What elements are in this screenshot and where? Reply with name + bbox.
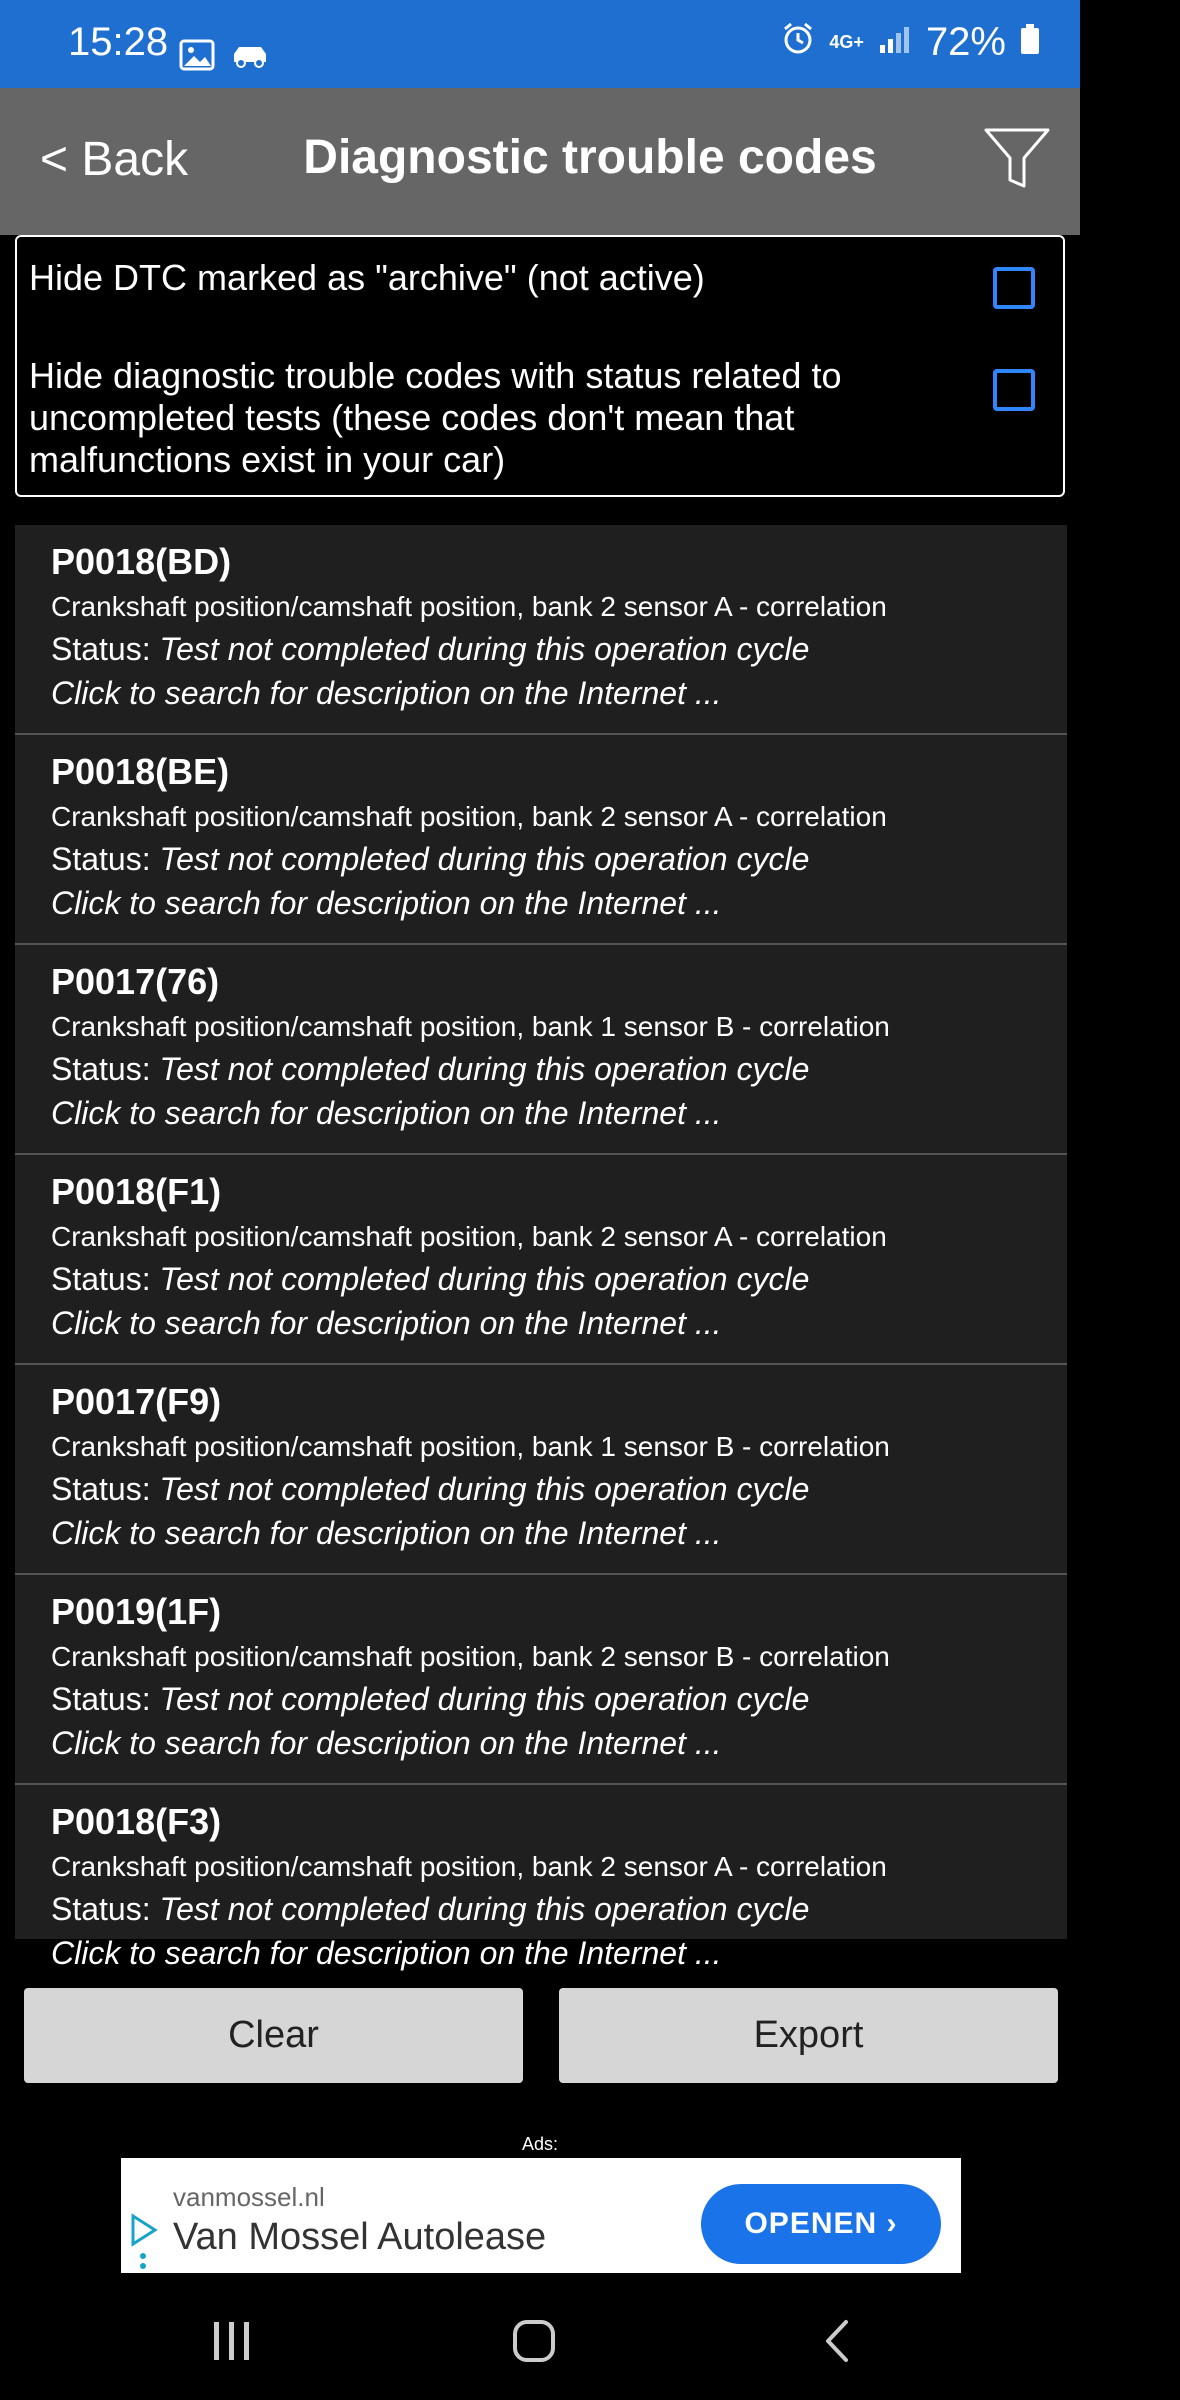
dtc-list-item[interactable] [15, 735, 1067, 945]
battery-level: 72% [925, 20, 1006, 64]
dtc-code: P0019(1F) [51, 1591, 222, 1632]
system-nav-bar [0, 2290, 1080, 2400]
ad-title: Van Mossel Autolease [173, 2216, 547, 2258]
dtc-description: Crankshaft position/camshaft position, bank 2 sensor A - correlation [51, 1851, 887, 1882]
dtc-code: P0018(F3) [51, 1801, 222, 1842]
dtc-description: Crankshaft position/camshaft position, bank 2 sensor A - correlation [51, 1221, 887, 1252]
ad-open-button[interactable]: OPENEN › [701, 2184, 941, 2264]
dtc-list-item[interactable] [15, 945, 1067, 1155]
option-hide-uncompleted-label: Hide diagnostic trouble codes with status related to uncompleted tests (these codes don't mean that malfunctions exist in your car) [29, 355, 842, 480]
signal-icon [878, 20, 912, 65]
chevron-right-icon: › [886, 2207, 898, 2240]
dtc-list-item[interactable] [15, 1155, 1067, 1365]
back-button[interactable]: < Back [40, 133, 189, 186]
dtc-status: Status: Test not completed during this operation cycle [51, 1891, 810, 1927]
home-icon[interactable] [510, 2316, 560, 2371]
filter-options-panel [15, 235, 1065, 497]
app-header [0, 88, 1080, 235]
status-bar [0, 0, 1080, 88]
recents-icon[interactable] [210, 2316, 254, 2371]
dtc-search-link[interactable]: Click to search for description on the Internet ... [51, 1725, 722, 1761]
ads-label: Ads: [521, 2134, 559, 2154]
ad-banner[interactable] [121, 2158, 961, 2273]
clear-button[interactable]: Clear [24, 1988, 523, 2083]
dtc-code: P0018(BE) [51, 751, 230, 792]
dtc-description: Crankshaft position/camshaft position, bank 1 sensor B - correlation [51, 1431, 890, 1462]
dtc-search-link[interactable]: Click to search for description on the Internet ... [51, 1935, 722, 1971]
dtc-list-item[interactable] [15, 1365, 1067, 1575]
dtc-status: Status: Test not completed during this operation cycle [51, 631, 810, 667]
network-type: 4G+ [829, 32, 864, 52]
export-button[interactable]: Export [559, 1988, 1058, 2083]
dtc-code: P0018(F1) [51, 1171, 222, 1212]
image-icon [180, 40, 214, 75]
dtc-code: P0017(76) [51, 961, 220, 1002]
dtc-description: Crankshaft position/camshaft position, bank 2 sensor A - correlation [51, 801, 887, 832]
dtc-list-item[interactable] [15, 525, 1067, 735]
dtc-search-link[interactable]: Click to search for description on the Internet ... [51, 1515, 722, 1551]
dtc-description: Crankshaft position/camshaft position, bank 1 sensor B - correlation [51, 1011, 890, 1042]
dtc-status: Status: Test not completed during this operation cycle [51, 841, 810, 877]
dtc-list[interactable] [15, 525, 1067, 1971]
dtc-search-link[interactable]: Click to search for description on the Internet ... [51, 675, 722, 711]
ad-domain: vanmossel.nl [173, 2182, 325, 2212]
dtc-code: P0018(BD) [51, 541, 232, 582]
dtc-search-link[interactable]: Click to search for description on the Internet ... [51, 885, 722, 921]
hide-uncompleted-checkbox[interactable] [993, 369, 1035, 411]
dtc-status: Status: Test not completed during this operation cycle [51, 1681, 810, 1717]
car-icon [230, 42, 270, 73]
dtc-status: Status: Test not completed during this operation cycle [51, 1261, 810, 1297]
dtc-status: Status: Test not completed during this operation cycle [51, 1471, 810, 1507]
ad-play-icon [129, 2212, 159, 2277]
alarm-icon [781, 20, 815, 65]
dtc-code: P0017(F9) [51, 1381, 222, 1422]
dtc-description: Crankshaft position/camshaft position, bank 2 sensor B - correlation [51, 1641, 890, 1672]
status-time: 15:28 [68, 20, 169, 64]
option-hide-archive-label: Hide DTC marked as "archive" (not active) [29, 257, 705, 298]
dtc-description: Crankshaft position/camshaft position, bank 2 sensor A - correlation [51, 591, 887, 622]
back-nav-icon[interactable] [818, 2316, 858, 2371]
dtc-list-item[interactable] [15, 1575, 1067, 1785]
hide-archive-checkbox[interactable] [993, 267, 1035, 309]
dtc-search-link[interactable]: Click to search for description on the Internet ... [51, 1305, 722, 1341]
battery-icon [1020, 20, 1040, 65]
dtc-list-item[interactable] [15, 1785, 1067, 1995]
filter-icon[interactable] [982, 124, 1052, 194]
page-title: Diagnostic trouble codes [303, 131, 877, 184]
dtc-search-link[interactable]: Click to search for description on the Internet ... [51, 1095, 722, 1131]
dtc-status: Status: Test not completed during this operation cycle [51, 1051, 810, 1087]
